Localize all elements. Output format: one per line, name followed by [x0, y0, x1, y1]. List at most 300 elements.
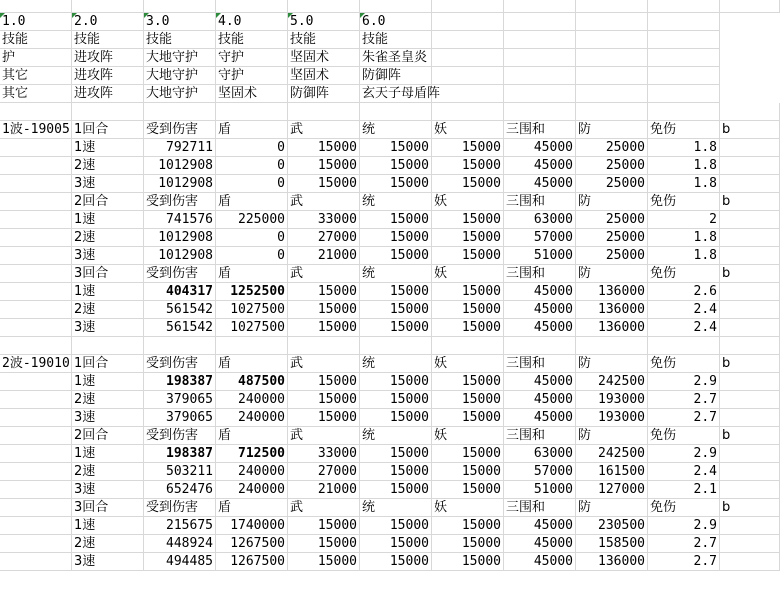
cell[interactable]: 45000 — [504, 535, 576, 553]
cell[interactable]: 防 — [576, 193, 648, 211]
row-label[interactable]: 1回合 — [72, 121, 144, 139]
cell[interactable] — [468, 31, 504, 49]
cell[interactable] — [0, 391, 72, 409]
cell[interactable]: 487500 — [216, 373, 288, 391]
cell[interactable] — [648, 67, 684, 85]
cell[interactable]: 1.8 — [648, 229, 720, 247]
cell[interactable] — [540, 31, 576, 49]
cell[interactable] — [504, 67, 540, 85]
cell[interactable]: 1252500 — [216, 283, 288, 301]
cell[interactable] — [0, 247, 72, 265]
cell[interactable]: 15000 — [360, 463, 432, 481]
cell[interactable]: 妖 — [432, 355, 504, 373]
cell[interactable]: 1012908 — [144, 175, 216, 193]
row-label[interactable]: 3回合 — [72, 265, 144, 283]
row-label[interactable]: 2速 — [72, 463, 144, 481]
cell[interactable]: 2.4 — [648, 463, 720, 481]
cell[interactable]: 防 — [576, 499, 648, 517]
cell[interactable]: 136000 — [576, 553, 648, 571]
cell[interactable]: 1267500 — [216, 535, 288, 553]
cell[interactable] — [360, 0, 432, 13]
cell[interactable]: 15000 — [360, 319, 432, 337]
cell[interactable]: 1.8 — [648, 139, 720, 157]
cell[interactable] — [576, 103, 648, 121]
cell[interactable]: 15000 — [288, 319, 360, 337]
cell[interactable] — [504, 13, 540, 31]
cell[interactable]: 652476 — [144, 481, 216, 499]
row-label[interactable]: 2速 — [72, 391, 144, 409]
cell[interactable]: 防 — [576, 265, 648, 283]
cell[interactable]: 0 — [216, 247, 288, 265]
cell[interactable]: 792711 — [144, 139, 216, 157]
row-label[interactable]: 2回合 — [72, 427, 144, 445]
cell[interactable]: 15000 — [360, 445, 432, 463]
cell[interactable] — [0, 535, 72, 553]
cell[interactable]: 741576 — [144, 211, 216, 229]
cell[interactable]: b — [720, 499, 780, 517]
cell[interactable]: 215675 — [144, 517, 216, 535]
cell[interactable]: 0 — [216, 157, 288, 175]
cell[interactable] — [612, 13, 648, 31]
cell[interactable] — [540, 13, 576, 31]
row-label[interactable]: 3速 — [72, 481, 144, 499]
cell[interactable] — [720, 157, 780, 175]
cell[interactable]: 武 — [288, 193, 360, 211]
row-label[interactable]: 1速 — [72, 283, 144, 301]
cell[interactable] — [648, 0, 720, 13]
cell[interactable]: 15000 — [360, 553, 432, 571]
cell[interactable]: 136000 — [576, 301, 648, 319]
cell[interactable] — [0, 265, 72, 283]
cell[interactable]: 45000 — [504, 139, 576, 157]
cell[interactable]: 免伤 — [648, 355, 720, 373]
cell[interactable]: 240000 — [216, 409, 288, 427]
cell[interactable] — [504, 103, 576, 121]
cell[interactable]: 15000 — [360, 211, 432, 229]
cell[interactable]: 15000 — [360, 229, 432, 247]
cell[interactable] — [720, 535, 780, 553]
cell[interactable]: 受到伤害 — [144, 355, 216, 373]
cell[interactable]: 三围和 — [504, 427, 576, 445]
row-label[interactable]: 3速 — [72, 553, 144, 571]
wave-label[interactable]: 2波-19010 — [0, 355, 72, 373]
row-label[interactable]: 3速 — [72, 319, 144, 337]
cell[interactable]: b — [720, 193, 780, 211]
cell[interactable]: 武 — [288, 355, 360, 373]
cell[interactable] — [648, 85, 684, 103]
cell[interactable] — [684, 67, 720, 85]
cell[interactable] — [576, 49, 612, 67]
cell[interactable] — [0, 553, 72, 571]
cell[interactable]: 1740000 — [216, 517, 288, 535]
cell[interactable]: 三围和 — [504, 265, 576, 283]
cell[interactable]: 2.7 — [648, 391, 720, 409]
cell[interactable]: 503211 — [144, 463, 216, 481]
cell[interactable]: 15000 — [360, 157, 432, 175]
cell[interactable]: 15000 — [288, 157, 360, 175]
cell[interactable] — [504, 337, 576, 355]
cell[interactable]: 妖 — [432, 427, 504, 445]
cell[interactable]: 统 — [360, 427, 432, 445]
cell[interactable]: 2.6 — [648, 283, 720, 301]
cell[interactable] — [0, 193, 72, 211]
cell[interactable]: 25000 — [576, 247, 648, 265]
cell[interactable]: 盾 — [216, 355, 288, 373]
cell[interactable]: 712500 — [216, 445, 288, 463]
cell[interactable]: 63000 — [504, 211, 576, 229]
cell[interactable] — [720, 247, 780, 265]
cell[interactable]: 15000 — [288, 517, 360, 535]
cell[interactable]: 统 — [360, 121, 432, 139]
row-label[interactable]: 2速 — [72, 229, 144, 247]
cell[interactable]: 15000 — [432, 319, 504, 337]
cell[interactable]: 494485 — [144, 553, 216, 571]
cell[interactable] — [612, 85, 648, 103]
cell[interactable] — [612, 49, 648, 67]
cell[interactable] — [720, 391, 780, 409]
cell[interactable] — [216, 0, 288, 13]
cell[interactable]: 盾 — [216, 427, 288, 445]
cell[interactable]: 25000 — [576, 139, 648, 157]
cell[interactable]: 受到伤害 — [144, 427, 216, 445]
row-label[interactable]: 1回合 — [72, 355, 144, 373]
cell[interactable] — [504, 31, 540, 49]
cell[interactable]: 45000 — [504, 283, 576, 301]
cell[interactable]: 33000 — [288, 211, 360, 229]
cell[interactable]: 15000 — [432, 463, 504, 481]
cell[interactable]: 45000 — [504, 175, 576, 193]
cell[interactable]: 盾 — [216, 193, 288, 211]
cell[interactable]: 2.9 — [648, 517, 720, 535]
cell[interactable] — [720, 337, 780, 355]
cell[interactable]: b — [720, 265, 780, 283]
cell[interactable]: 武 — [288, 499, 360, 517]
cell[interactable] — [576, 85, 612, 103]
cell[interactable] — [576, 67, 612, 85]
cell[interactable]: 45000 — [504, 157, 576, 175]
cell[interactable]: 15000 — [432, 157, 504, 175]
cell[interactable]: 15000 — [288, 283, 360, 301]
cell[interactable]: 25000 — [576, 211, 648, 229]
cell[interactable]: 45000 — [504, 301, 576, 319]
row-label[interactable]: 2速 — [72, 301, 144, 319]
cell[interactable] — [720, 445, 780, 463]
cell[interactable]: 免伤 — [648, 499, 720, 517]
cell[interactable]: 统 — [360, 193, 432, 211]
cell[interactable] — [0, 409, 72, 427]
cell[interactable]: 2.7 — [648, 409, 720, 427]
cell[interactable] — [0, 517, 72, 535]
cell[interactable]: 15000 — [432, 517, 504, 535]
cell[interactable]: 盾 — [216, 265, 288, 283]
cell[interactable]: 免伤 — [648, 265, 720, 283]
cell[interactable] — [720, 319, 780, 337]
cell[interactable] — [720, 373, 780, 391]
cell[interactable]: 盾 — [216, 499, 288, 517]
cell[interactable] — [648, 13, 684, 31]
cell[interactable] — [720, 103, 780, 121]
cell[interactable] — [468, 67, 504, 85]
cell[interactable] — [0, 427, 72, 445]
row-label[interactable]: 1速 — [72, 445, 144, 463]
cell[interactable] — [0, 319, 72, 337]
cell[interactable] — [0, 463, 72, 481]
cell[interactable] — [144, 103, 216, 121]
cell[interactable]: 15000 — [432, 373, 504, 391]
cell[interactable]: 45000 — [504, 391, 576, 409]
cell[interactable] — [216, 337, 288, 355]
cell[interactable]: 136000 — [576, 283, 648, 301]
cell[interactable]: 15000 — [360, 391, 432, 409]
cell[interactable]: 15000 — [360, 283, 432, 301]
cell[interactable] — [0, 499, 72, 517]
row-label[interactable]: 3回合 — [72, 499, 144, 517]
cell[interactable]: 0 — [216, 139, 288, 157]
cell[interactable]: 136000 — [576, 319, 648, 337]
cell[interactable]: 15000 — [432, 445, 504, 463]
cell[interactable] — [684, 13, 720, 31]
cell[interactable]: b — [720, 427, 780, 445]
cell[interactable]: 妖 — [432, 121, 504, 139]
cell[interactable]: 盾 — [216, 121, 288, 139]
cell[interactable]: 161500 — [576, 463, 648, 481]
cell[interactable] — [0, 211, 72, 229]
cell[interactable] — [720, 175, 780, 193]
cell[interactable]: 15000 — [288, 391, 360, 409]
cell[interactable] — [648, 103, 720, 121]
cell[interactable]: 免伤 — [648, 193, 720, 211]
cell[interactable]: 15000 — [432, 283, 504, 301]
row-label[interactable]: 3速 — [72, 409, 144, 427]
cell[interactable] — [720, 463, 780, 481]
cell[interactable]: 51000 — [504, 481, 576, 499]
cell[interactable] — [0, 373, 72, 391]
cell[interactable]: 15000 — [360, 301, 432, 319]
cell[interactable]: 15000 — [360, 373, 432, 391]
cell[interactable]: 15000 — [432, 247, 504, 265]
cell[interactable] — [612, 67, 648, 85]
cell[interactable] — [144, 0, 216, 13]
cell[interactable]: 15000 — [288, 553, 360, 571]
cell[interactable]: 51000 — [504, 247, 576, 265]
cell[interactable]: 15000 — [288, 373, 360, 391]
cell[interactable] — [432, 0, 504, 13]
cell[interactable]: 1.8 — [648, 175, 720, 193]
cell[interactable] — [360, 337, 432, 355]
row-label[interactable]: 1速 — [72, 139, 144, 157]
cell[interactable]: 受到伤害 — [144, 193, 216, 211]
cell[interactable] — [0, 157, 72, 175]
cell[interactable]: 2.4 — [648, 319, 720, 337]
cell[interactable]: 240000 — [216, 481, 288, 499]
cell[interactable]: 379065 — [144, 409, 216, 427]
cell[interactable]: 15000 — [360, 247, 432, 265]
cell[interactable]: 1267500 — [216, 553, 288, 571]
cell[interactable]: 242500 — [576, 445, 648, 463]
cell[interactable]: 15000 — [432, 229, 504, 247]
cell[interactable] — [504, 0, 576, 13]
cell[interactable]: 2.4 — [648, 301, 720, 319]
cell[interactable] — [0, 103, 72, 121]
cell[interactable] — [684, 31, 720, 49]
cell[interactable]: 15000 — [360, 535, 432, 553]
cell[interactable]: 15000 — [432, 391, 504, 409]
cell[interactable] — [576, 13, 612, 31]
cell[interactable]: 15000 — [432, 211, 504, 229]
cell[interactable]: 561542 — [144, 301, 216, 319]
cell[interactable] — [216, 103, 288, 121]
cell[interactable] — [432, 31, 468, 49]
cell[interactable] — [360, 103, 432, 121]
row-label[interactable]: 1速 — [72, 373, 144, 391]
cell[interactable]: 1027500 — [216, 319, 288, 337]
cell[interactable]: 1012908 — [144, 157, 216, 175]
cell[interactable]: 193000 — [576, 409, 648, 427]
cell[interactable] — [0, 175, 72, 193]
cell[interactable] — [288, 337, 360, 355]
cell[interactable] — [468, 13, 504, 31]
cell[interactable]: 1027500 — [216, 301, 288, 319]
cell[interactable]: 25000 — [576, 229, 648, 247]
cell[interactable]: 25000 — [576, 157, 648, 175]
cell[interactable] — [144, 337, 216, 355]
cell[interactable]: 242500 — [576, 373, 648, 391]
row-label[interactable]: 3速 — [72, 247, 144, 265]
cell[interactable] — [720, 481, 780, 499]
cell[interactable]: 45000 — [504, 319, 576, 337]
cell[interactable]: 45000 — [504, 553, 576, 571]
cell[interactable]: 受到伤害 — [144, 265, 216, 283]
cell[interactable]: 2.7 — [648, 535, 720, 553]
cell[interactable]: 15000 — [360, 517, 432, 535]
cell[interactable]: 21000 — [288, 247, 360, 265]
cell[interactable]: 武 — [288, 427, 360, 445]
cell[interactable]: 1.8 — [648, 247, 720, 265]
cell[interactable]: 45000 — [504, 373, 576, 391]
cell[interactable]: 448924 — [144, 535, 216, 553]
cell[interactable] — [504, 49, 540, 67]
cell[interactable]: 15000 — [432, 409, 504, 427]
cell[interactable] — [432, 337, 504, 355]
cell[interactable]: 561542 — [144, 319, 216, 337]
wave-label[interactable]: 1波-19005 — [0, 121, 72, 139]
cell[interactable]: 2.9 — [648, 373, 720, 391]
cell[interactable]: 240000 — [216, 463, 288, 481]
cell[interactable]: 武 — [288, 265, 360, 283]
row-label[interactable]: 1速 — [72, 517, 144, 535]
cell[interactable]: 防 — [576, 121, 648, 139]
cell[interactable]: 57000 — [504, 463, 576, 481]
cell[interactable]: 15000 — [432, 535, 504, 553]
cell[interactable] — [432, 13, 468, 31]
cell[interactable] — [648, 337, 720, 355]
cell[interactable]: 158500 — [576, 535, 648, 553]
cell[interactable]: 15000 — [432, 301, 504, 319]
cell[interactable]: 27000 — [288, 229, 360, 247]
cell[interactable] — [648, 49, 684, 67]
cell[interactable]: 33000 — [288, 445, 360, 463]
cell[interactable]: 15000 — [360, 139, 432, 157]
cell[interactable]: 2.1 — [648, 481, 720, 499]
cell[interactable] — [576, 337, 648, 355]
cell[interactable]: 2.7 — [648, 553, 720, 571]
cell[interactable]: 45000 — [504, 517, 576, 535]
cell[interactable]: 193000 — [576, 391, 648, 409]
cell[interactable]: 0 — [216, 229, 288, 247]
cell[interactable] — [432, 49, 468, 67]
cell[interactable]: 防 — [576, 427, 648, 445]
cell[interactable]: 127000 — [576, 481, 648, 499]
cell[interactable]: 妖 — [432, 499, 504, 517]
cell[interactable]: 三围和 — [504, 499, 576, 517]
cell[interactable]: 统 — [360, 355, 432, 373]
cell[interactable]: 45000 — [504, 409, 576, 427]
cell[interactable]: 15000 — [288, 139, 360, 157]
cell[interactable]: 三围和 — [504, 355, 576, 373]
cell[interactable] — [0, 445, 72, 463]
cell[interactable]: 15000 — [432, 175, 504, 193]
cell[interactable]: 1012908 — [144, 229, 216, 247]
cell[interactable]: 404317 — [144, 283, 216, 301]
cell[interactable]: 统 — [360, 265, 432, 283]
cell[interactable] — [720, 211, 780, 229]
cell[interactable] — [288, 0, 360, 13]
cell[interactable] — [612, 31, 648, 49]
cell[interactable] — [648, 31, 684, 49]
cell[interactable]: 225000 — [216, 211, 288, 229]
cell[interactable]: 21000 — [288, 481, 360, 499]
cell[interactable]: 15000 — [288, 301, 360, 319]
cell[interactable]: 63000 — [504, 445, 576, 463]
cell[interactable]: 57000 — [504, 229, 576, 247]
cell[interactable]: 2.9 — [648, 445, 720, 463]
cell[interactable]: 统 — [360, 499, 432, 517]
cell[interactable]: 1.8 — [648, 157, 720, 175]
cell[interactable]: 379065 — [144, 391, 216, 409]
cell[interactable]: 妖 — [432, 193, 504, 211]
cell[interactable]: b — [720, 121, 780, 139]
cell[interactable] — [468, 49, 504, 67]
cell[interactable] — [0, 301, 72, 319]
cell[interactable]: 防 — [576, 355, 648, 373]
row-label[interactable] — [72, 337, 144, 355]
cell[interactable] — [504, 85, 540, 103]
cell[interactable]: 15000 — [288, 409, 360, 427]
cell[interactable]: 2 — [648, 211, 720, 229]
cell[interactable] — [684, 49, 720, 67]
cell[interactable]: 27000 — [288, 463, 360, 481]
cell[interactable]: 免伤 — [648, 427, 720, 445]
cell[interactable]: 三围和 — [504, 121, 576, 139]
cell[interactable]: 15000 — [432, 139, 504, 157]
cell[interactable] — [720, 229, 780, 247]
cell[interactable]: 240000 — [216, 391, 288, 409]
cell[interactable]: 免伤 — [648, 121, 720, 139]
cell[interactable] — [0, 481, 72, 499]
cell[interactable] — [720, 517, 780, 535]
cell[interactable] — [432, 103, 504, 121]
row-label[interactable]: 1速 — [72, 211, 144, 229]
cell[interactable]: 妖 — [432, 265, 504, 283]
cell[interactable] — [288, 103, 360, 121]
cell[interactable]: 198387 — [144, 373, 216, 391]
row-label[interactable]: 2回合 — [72, 193, 144, 211]
row-label[interactable]: 2速 — [72, 157, 144, 175]
cell[interactable] — [720, 139, 780, 157]
cell[interactable] — [0, 337, 72, 355]
cell[interactable]: 0 — [216, 175, 288, 193]
cell[interactable] — [0, 139, 72, 157]
